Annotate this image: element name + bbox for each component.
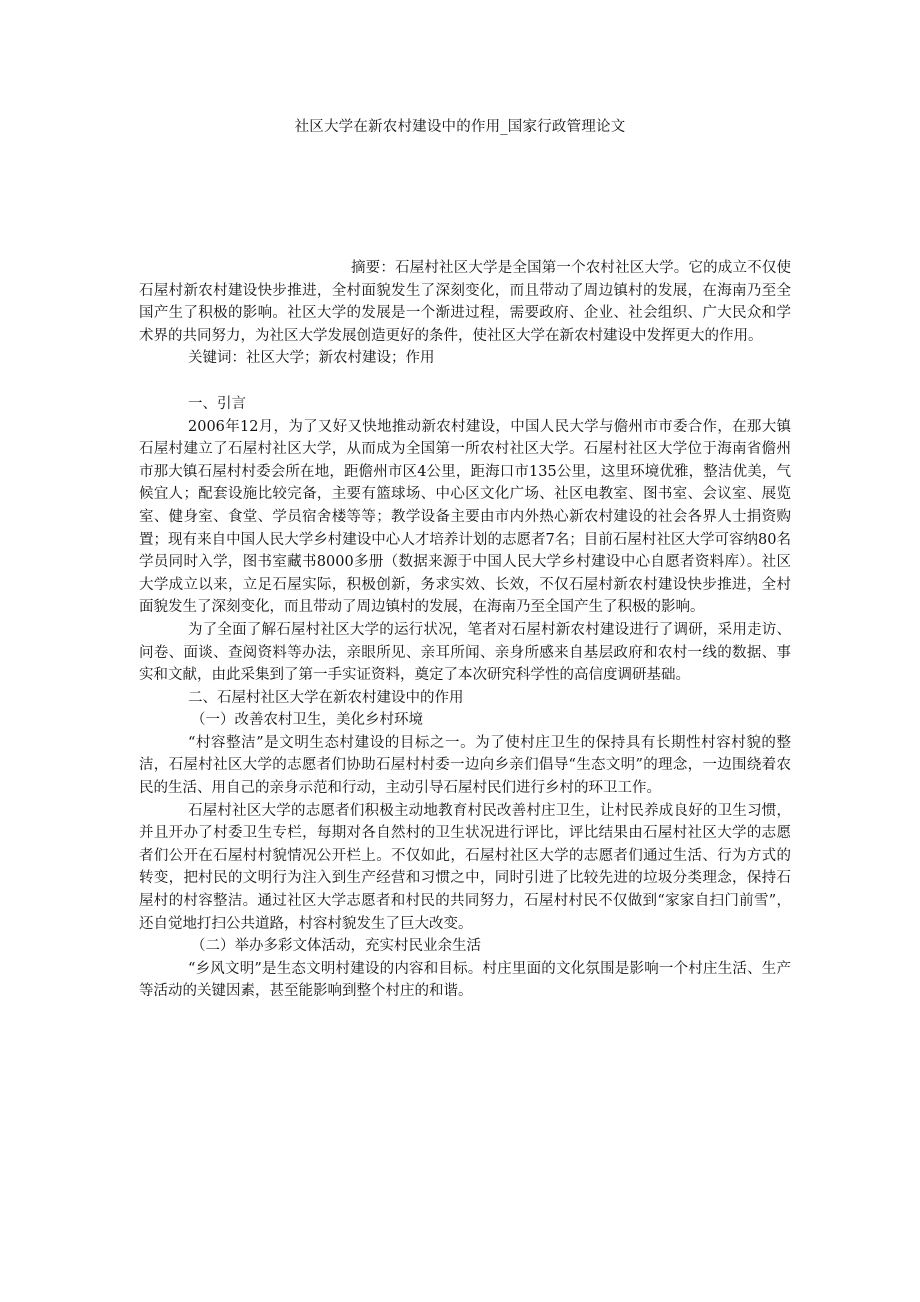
- subsection-heading-culture: （二）举办多彩文体活动，充实村民业余生活: [191, 938, 481, 955]
- paragraph: “乡风文明”是生态文明村建设的内容和目标。村庄里面的文化氛围是影响一个村庄生活、生产等活动的关键因素，甚至能影响到整个村庄的和谐。: [139, 960, 791, 1000]
- blank-line: [139, 370, 791, 393]
- keywords-line: 关键词：社区大学；新农村建设；作用: [188, 350, 435, 367]
- paragraph: 石屋村社区大学的志愿者们积极主动地教育村民改善村庄卫生，让村民养成良好的卫生习惯，并且开办了村委卫生专栏，每期对各自然村的卫生状况进行评比，评比结果由石屋村社区大学的志愿者们公开在石屋村村貌情况公开栏上。不仅如此，石屋村社区大学的志愿者们通过生活、行为方式的转变，把村民的文明行为注入到生产经营和习惯之中，同时引进了比较先进的垃圾分类理念，保持石屋村的村容整洁。通过社区大学志愿者和村民的共同努力，石屋村村民不仅做到“家家自扫门前雪”，还自觉地打扫公共道路，村容村貌发生了巨大改变。: [139, 802, 791, 932]
- document-title: 社区大学在新农村建设中的作用_国家行政管理论文: [294, 119, 626, 135]
- paragraph: 为了全面了解石屋村社区大学的运行状况，笔者对石屋村新农村建设进行了调研，采用走访、问卷、面谈、查阅资料等办法，亲眼所见、亲耳所闻、亲身所感来自基层政府和农村一线的数据、事实和文献，由此采集到了第一手实证资料，奠定了本次研究科学性的高信度调研基础。: [139, 621, 791, 684]
- paragraph: 2006年12月，为了又好又快地推动新农村建设，中国人民大学与儋州市市委合作，在那大镇石屋村建立了石屋村社区大学，从而成为全国第一所农村社区大学。石屋村社区大学位于海南省儋州市那大镇石屋村村委会所在地，距儋州市区4公里，距海口市135公里，这里环境优雅，整洁优美，气候宜人；配套设施比较完备，主要有篮球场、中心区文化广场、社区电教室、图书室、会议室、展览室、健身室、食堂、学员宿舍楼等等；教学设备主要由市内外热心新农村建设的社会各界人士捐资购置；现有来自中国人民大学乡村建设中心人才培养计划的志愿者7名；目前石屋村社区大学可容纳80名学员同时入学，图书室藏书8000多册（数据来源于中国人民大学乡村建设中心自愿者资料库）。社区大学成立以来，立足石屋实际，积极创新，务求实效、长效，不仅石屋村新农村建设快步推进，全村面貌发生了深刻变化，而且带动了周边镇村的发展，在海南乃至全国产生了积极的影响。: [139, 418, 791, 616]
- section-heading-introduction: 一、引言: [188, 395, 246, 412]
- document-body: [139, 257, 791, 1003]
- section-heading-role: 二、石屋村社区大学在新农村建设中的作用: [188, 689, 464, 706]
- abstract-paragraph: 摘要：石屋村社区大学是全国第一个农村社区大学。它的成立不仅使石屋村新农村建设快步推进，全村面貌发生了深刻变化，而且带动了周边镇村的发展，在海南乃至全国产生了积极的影响。社区大学的发展是一个渐进过程，需要政府、企业、社会组织、广大民众和学术界的共同努力，为社区大学发展创造更好的条件，使社区大学在新农村建设中发挥更大的作用。: [139, 260, 791, 344]
- paragraph: “村容整洁”是文明生态村建设的目标之一。为了使村庄卫生的保持具有长期性村容村貌的整洁，石屋村社区大学的志愿者们协助石屋村村委一边向乡亲们倡导“生态文明”的理念，一边围绕着农民的生活、用自己的亲身示范和行动，主动引导石屋村民们进行乡村的环卫工作。: [139, 734, 791, 797]
- subsection-heading-sanitation: （一）改善农村卫生，美化乡村环境: [191, 712, 423, 729]
